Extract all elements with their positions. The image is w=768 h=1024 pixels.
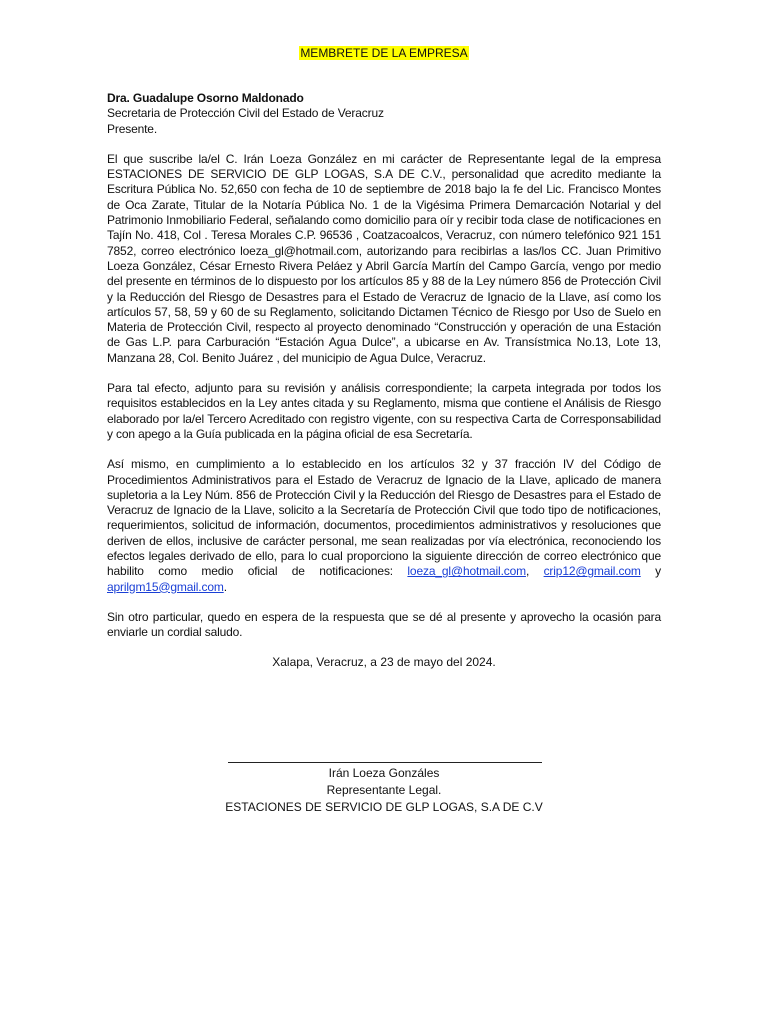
email-separator: y (640, 564, 661, 579)
email-link-1[interactable]: loeza_gl@hotmail.com (407, 564, 526, 579)
signer-role: Representante Legal. (326, 783, 442, 797)
letterhead (0, 45, 768, 61)
paragraph-closing: Sin otro particular, quedo en espera de la respuesta que se dé al presente y aprovecho la ocasión para enviarle un cordial saludo. (107, 609, 661, 640)
email-separator: , (525, 564, 544, 579)
place-date: Xalapa, Veracruz, a 23 de mayo del 2024. (272, 655, 496, 669)
paragraph-end: . (223, 579, 227, 594)
signer-company: ESTACIONES DE SERVICIO DE GLP LOGAS, S.A DE C.V (225, 800, 543, 814)
addressee-presente: Presente. (107, 121, 158, 136)
addressee-position: Secretaria de Protección Civil del Estado de Veracruz (107, 106, 384, 121)
addressee-block (107, 91, 661, 137)
paragraph-notifications (107, 457, 661, 595)
email-link-3[interactable]: aprilgm15@gmail.com (107, 579, 224, 594)
paragraph-request: El que suscribe la/el C. Irán Loeza González en mi carácter de Representante legal de la empresa ESTACIONES DE SERVICIO DE GLP LOGAS, S.A DE C.V., personalidad que acredito mediante la Escritura Pública No. 52,650 con fecha de 10 de septiembre de 2018 bajo la fe del Lic. Francisco Montes de Oca Zarate, Titular de la Notaría Pública No. 1 de la Vigésima Primera Demarcación Notarial y del Patrimonio Inmobiliario Federal, señalando como domicilio para oír y recibir toda clase de notificaciones en Tajín No. 418, Col . Teresa Morales C.P. 96536 , Coatzacoalcos, Veracruz, con número telefónico 921 151 7852, correo electrónico loeza_gl@hotmail.com, autorizando para recibirlas a las/los CC. Juan Primitivo Loeza González, César Ernesto Rivera Peláez y Abril García Martín del Campo García, vengo por medio del presente en términos de lo dispuesto por los artículos 85 y 88 de la Ley número 856 de Protección Civil y la Reducción del Riesgo de Desastres para el Estado de Veracruz de Ignacio de la Llave, así como los artículos 57, 58, 59 y 60 de su Reglamento, solicitando Dictamen Técnico de Riesgo por Uso de Suelo en Materia de Protección Civil, respecto al proyecto denominado “Construcción y operación de una Estación de Gas L.P. para Carburación “Estación Agua Dulce”, a ubicarse en Av. Transístmica No.13, Lote 13, Manzana 28, Col. Benito Juárez , del municipio de Agua Dulce, Veracruz. (107, 151, 661, 365)
letterhead-text: MEMBRETE DE LA EMPRESA (300, 46, 468, 60)
email-link-2[interactable]: crip12@gmail.com (543, 564, 641, 579)
signature-line (228, 762, 542, 763)
paragraph-attachment: Para tal efecto, adjunto para su revisión y análisis correspondiente; la carpeta integrada por todos los requisitos establecidos en la Ley antes citada y su Reglamento, misma que contiene el Análisis de Riesgo elaborado por la/el Tercero Acreditado con registro vigente, con su respectiva Carta de Corresponsabilidad y con apego a la Guía publicada en la página oficial de esa Secretaría. (107, 381, 661, 441)
letter-body (107, 91, 661, 641)
signature-block (0, 765, 768, 816)
signer-name: Irán Loeza Gonzáles (328, 766, 440, 780)
addressee-name: Dra. Guadalupe Osorno Maldonado (107, 91, 304, 105)
paragraph-notifications-text: Así mismo, en cumplimiento a lo establecido en los artículos 32 y 37 fracción IV del Código de Procedimientos Administrativos para el Estado de Veracruz de Ignacio de la Llave, aplicado de manera supletoria a la Ley Núm. 856 de Protección Civil y la Reducción del Riesgo de Desastres para el Estado de Veracruz de Ignacio de la Llave, solicito a la Secretaría de Protección Civil que todo tipo de notificaciones, requerimientos, solicitud de información, documentos, procedimientos administrativos y resoluciones que deriven de ellos, inclusive de carácter personal, me sean realizadas por vía electrónica, reconociendo los efectos legales derivado de ello, para lo cual proporciono la siguiente dirección de correo electrónico que habilito como medio oficial de notificaciones: (107, 457, 661, 579)
